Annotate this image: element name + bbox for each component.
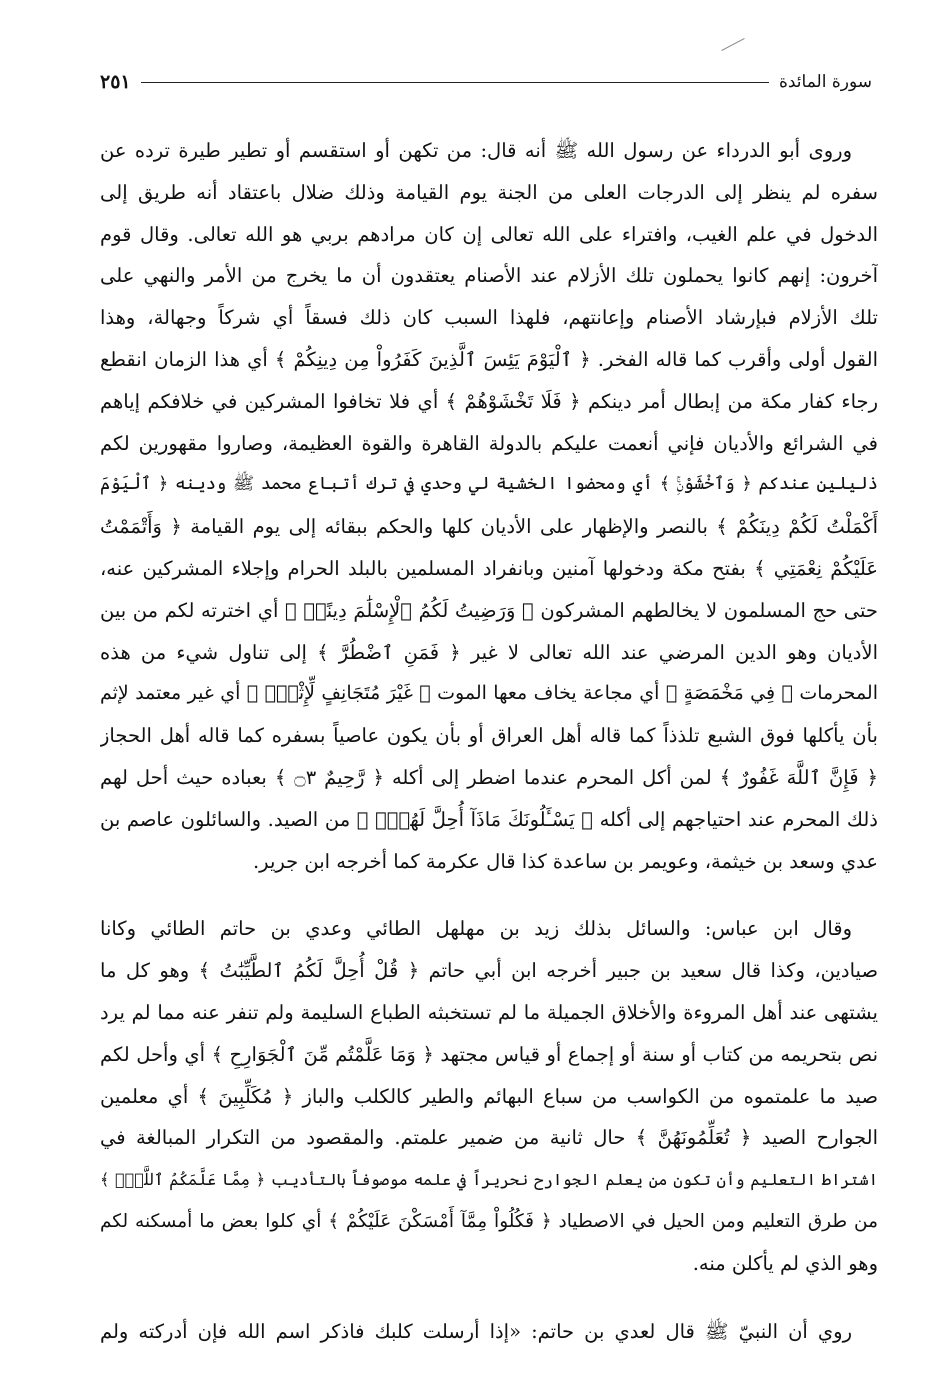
text-line: ذلك المحرم عند احتياجهم إلى أكله ﴿ يَسْـَٔلُونَكَ مَاذَآ أُحِلَّ لَهُمْۖ ﴾ من الصيد. والسائلون عاصم بن xyxy=(100,807,878,831)
text-line: آخرون: إنهم كانوا يحملون تلك الأزلام عند الأصنام يعتقدون أن ما يخرج من الأمر والنهي على xyxy=(100,264,878,288)
page-number: ٢٥١ xyxy=(100,71,131,93)
text-line: رجاء كفار مكة من إبطال أمر دينكم ﴿ فَلَا تَخْشَوْهُمْ ﴾ أي فلا تخافوا المشركين في خلافكم إياهم xyxy=(100,389,878,413)
page-body xyxy=(100,130,878,1352)
text-line: من طرق التعليم ومن الحيل في الاصطياد ﴿ فَكُلُواْ مِمَّآ أَمْسَكْنَ عَلَيْكُمْ ﴾ أي كلوا بعض ما أمسكنه لكم xyxy=(100,1210,878,1232)
text-line: اشتراط التعليم وأن تكون من يعلم الجوارح نحريراً في علمه موصوفاً بالتأديب ﴿ مِمَّا عَلَّمَكُمُ ٱللَّهُۖ ﴾ xyxy=(100,1170,878,1190)
paragraph-1 xyxy=(100,130,878,882)
text-line: ذليلين عندكم ﴿ وَٱخْشَوْنِۚ ﴾ أي ومحضوا الخشية لي وحدي في ترك أتباع محمد ﷺ ودينه ﴿ ٱلْيَوْمَ xyxy=(100,474,878,495)
text-line: تلك الأزلام فبإرشاد الأصنام وإعانتهم، فلهذا السبب كان ذلك فسقاً أي شركاً وجهالة، وهذا xyxy=(100,306,878,330)
surah-title: سورة المائدة xyxy=(778,72,872,92)
text-line: وقال ابن عباس: والسائل بذلك زيد بن مهلهل الطائي وعدي بن حاتم الطائي وكانا xyxy=(100,917,852,941)
text-line: أَكْمَلْتُ لَكُمْ دِينَكُمْ ﴾ بالنصر والإظهار على الأديان كلها والحكم ببقائه إلى يوم القيامة ﴿ وَأَتْمَمْتُ xyxy=(100,515,878,539)
text-line: المحرمات ﴿ فِي مَخْمَصَةٍ ﴾ أي مجاعة يخاف معها الموت ﴿ غَيْرَ مُتَجَانِفٍ لِّإِثْمٍۙ ﴾ أي غير معتمد لإثم xyxy=(100,682,878,705)
text-line: روي أن النبيّ ﷺ قال لعدي بن حاتم: «إذا أرسلت كلبك فاذكر اسم الله فإن أدركته ولم xyxy=(100,1319,852,1343)
header-rule xyxy=(141,82,769,83)
paragraph-2 xyxy=(100,908,878,1284)
text-line: صيد ما علمتموه من الكواسب من سباع البهائم والطير كالكلب والباز ﴿ مُكَلِّبِينَ ﴾ أي معلمين xyxy=(100,1084,878,1108)
text-line: وهو الذي لم يأكلن منه. xyxy=(692,1251,878,1275)
text-line: ﴿ فَإِنَّ ٱللَّهَ غَفُورٌ ﴾ لمن أكل المحرم عندما اضطر إلى أكله ﴿ رَّحِيمٌ ۝٣ ﴾ بعباده حيث أحل لهم xyxy=(100,765,878,789)
text-line: القول أولى وأقرب كما قاله الفخر. ﴿ ٱلْيَوْمَ يَئِسَ ٱلَّذِينَ كَفَرُواْ مِن دِينِكُمْ ﴾ أي هذا الزمان انقطع xyxy=(100,347,878,371)
text-line: نص بتحريمه من كتاب أو سنة أو إجماع أو قياس مجتهد ﴿ وَمَا عَلَّمْتُم مِّنَ ٱلْجَوَارِحِ ﴾ أي وأحل لكم xyxy=(100,1042,878,1066)
text-line: عدي وسعد بن خيثمة، وعويمر بن ساعدة كذا قال عكرمة كما أخرجه ابن جرير. xyxy=(252,849,878,873)
text-line: الدخول في علم الغيب، وافتراء على الله تعالى إن كان مرادهم بربي هو الله تعالى. وقال قوم xyxy=(100,222,878,246)
text-line: حتى حج المسلمون لا يخالطهم المشركون ﴿ وَرَضِيتُ لَكُمُ ٱلْإِسْلَٰمَ دِينًاۚ ﴾ أي اخترته لكم من بين xyxy=(100,598,878,622)
paragraph-3 xyxy=(100,1311,878,1353)
text-line: سفره لم ينظر إلى الدرجات العلى من الجنة يوم القيامة وذلك ضلال باعتقاد أنه طريق إلى xyxy=(100,180,878,204)
text-line: وروى أبو الدرداء عن رسول الله ﷺ أنه قال: من تكهن أو استقسم أو تطير طيرة ترده عن xyxy=(100,139,852,162)
text-line: الجوارح الصيد ﴿ تُعَلِّمُونَهُنَّ ﴾ حال ثانية من ضمير علمتم. والمقصود من التكرار المبالغة في xyxy=(100,1126,878,1150)
text-line: في الشرائع والأديان فإني أنعمت عليكم بالدولة القاهرة والقوة العظيمة، وصاروا مقهورين لكم xyxy=(100,431,878,455)
page-header xyxy=(100,62,872,102)
text-line: عَلَيْكُمْ نِعْمَتِي ﴾ بفتح مكة ودخولها آمنين وبانفراد المسلمين بالبلد الحرام وإجلاء المشركين عنه، xyxy=(100,556,878,580)
text-line: صيادين، وكذا قال سعيد بن جبير أخرجه ابن أبي حاتم ﴿ قُلْ أُحِلَّ لَكُمُ ٱلطَّيِّبَٰتُ ﴾ وهو كل ما xyxy=(100,959,878,983)
text-line: الأديان وهو الدين المرضي عند الله تعالى لا غير ﴿ فَمَنِ ٱضْطُرَّ ﴾ إلى تناول شيء من هذه xyxy=(100,640,878,664)
scan-artifact xyxy=(721,38,744,51)
text-line: بأن يأكلها فوق الشبع تلذذاً كما قاله أهل العراق أو بأن يكون عاصياً بسفره كما قاله أهل الحجاز xyxy=(100,724,878,748)
text-line: يشتهى عند أهل المروءة والأخلاق الجميلة ما لم تستخبثه الطباع السليمة ولم تنفر عنه مما لم يرد xyxy=(100,1000,878,1024)
